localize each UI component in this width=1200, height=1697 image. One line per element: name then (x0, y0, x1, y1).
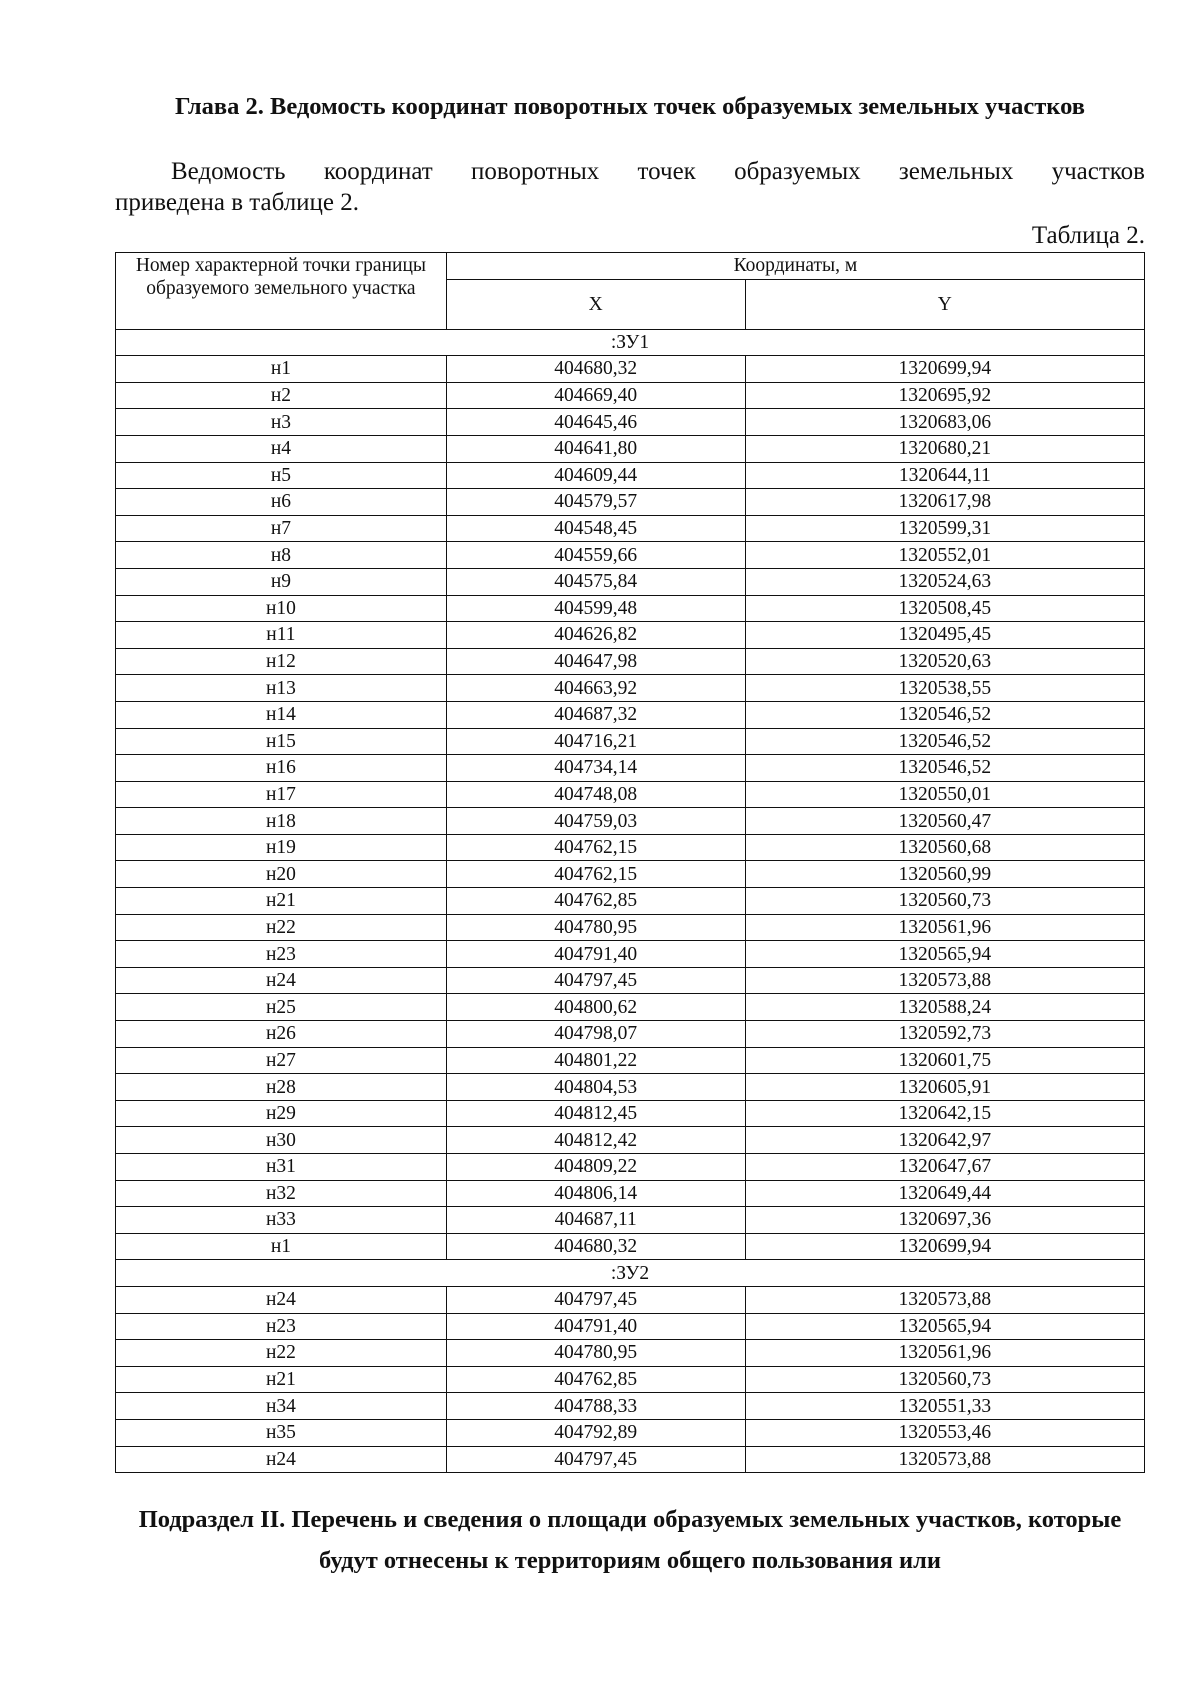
y-coordinate-cell: 1320560,73 (745, 888, 1144, 915)
x-coordinate-cell: 404780,95 (446, 1340, 745, 1367)
point-cell: н10 (116, 595, 447, 622)
x-coordinate-cell: 404548,45 (446, 515, 745, 542)
point-cell: н34 (116, 1393, 447, 1420)
x-coordinate-cell: 404645,46 (446, 409, 745, 436)
x-coordinate-cell: 404762,85 (446, 888, 745, 915)
x-coordinate-cell: 404734,14 (446, 755, 745, 782)
y-coordinate-cell: 1320592,73 (745, 1021, 1144, 1048)
point-cell: н23 (116, 1313, 447, 1340)
x-coordinate-cell: 404579,57 (446, 489, 745, 516)
y-coordinate-cell: 1320565,94 (745, 1313, 1144, 1340)
point-cell: н28 (116, 1074, 447, 1101)
table-row (116, 409, 1145, 436)
y-coordinate-cell: 1320538,55 (745, 675, 1144, 702)
table-row (116, 1366, 1145, 1393)
point-cell: н12 (116, 648, 447, 675)
table-row (116, 1047, 1145, 1074)
point-cell: н6 (116, 489, 447, 516)
point-cell: н11 (116, 622, 447, 649)
y-coordinate-cell: 1320524,63 (745, 568, 1144, 595)
table-caption: Таблица 2. (1031, 222, 1145, 249)
group-row (116, 1260, 1145, 1287)
point-cell: н23 (116, 941, 447, 968)
table-row (116, 728, 1145, 755)
point-cell: н31 (116, 1154, 447, 1181)
point-cell: н27 (116, 1047, 447, 1074)
y-coordinate-cell: 1320560,73 (745, 1366, 1144, 1393)
table-row (116, 1021, 1145, 1048)
table-row (116, 648, 1145, 675)
x-coordinate-cell: 404559,66 (446, 542, 745, 569)
coordinates-table-body (116, 329, 1145, 1473)
y-coordinate-cell: 1320649,44 (745, 1180, 1144, 1207)
table-row (116, 675, 1145, 702)
y-coordinate-cell: 1320546,52 (745, 701, 1144, 728)
point-cell: н8 (116, 542, 447, 569)
point-cell: н29 (116, 1100, 447, 1127)
group-label: :ЗУ2 (116, 1260, 1145, 1287)
group-row (116, 329, 1145, 356)
x-coordinate-cell: 404801,22 (446, 1047, 745, 1074)
x-coordinate-cell: 404669,40 (446, 382, 745, 409)
point-cell: н30 (116, 1127, 447, 1154)
x-coordinate-cell: 404798,07 (446, 1021, 745, 1048)
y-coordinate-cell: 1320588,24 (745, 994, 1144, 1021)
y-coordinate-cell: 1320552,01 (745, 542, 1144, 569)
y-coordinate-cell: 1320495,45 (745, 622, 1144, 649)
point-cell: н13 (116, 675, 447, 702)
y-coordinate-cell: 1320573,88 (745, 1446, 1144, 1473)
point-cell: н24 (116, 967, 447, 994)
point-cell: н18 (116, 808, 447, 835)
point-cell: н25 (116, 994, 447, 1021)
x-coordinate-cell: 404792,89 (446, 1419, 745, 1446)
y-coordinate-cell: 1320573,88 (745, 1286, 1144, 1313)
y-coordinate-cell: 1320642,15 (745, 1100, 1144, 1127)
table-row (116, 967, 1145, 994)
x-coordinate-cell: 404759,03 (446, 808, 745, 835)
x-coordinate-cell: 404797,45 (446, 1446, 745, 1473)
table-row (116, 941, 1145, 968)
y-coordinate-cell: 1320599,31 (745, 515, 1144, 542)
table-row (116, 861, 1145, 888)
x-coordinate-cell: 404641,80 (446, 435, 745, 462)
y-coordinate-cell: 1320697,36 (745, 1207, 1144, 1234)
x-coordinate-cell: 404687,11 (446, 1207, 745, 1234)
table-row (116, 1074, 1145, 1101)
table-row (116, 622, 1145, 649)
table-row (116, 1419, 1145, 1446)
point-cell: н19 (116, 834, 447, 861)
table-row (116, 1180, 1145, 1207)
table-row (116, 1393, 1145, 1420)
y-coordinate-cell: 1320699,94 (745, 356, 1144, 383)
y-coordinate-cell: 1320560,99 (745, 861, 1144, 888)
group-label: :ЗУ1 (116, 329, 1145, 356)
y-coordinate-cell: 1320546,52 (745, 755, 1144, 782)
table-row (116, 1340, 1145, 1367)
point-cell: н1 (116, 356, 447, 383)
table-row (116, 595, 1145, 622)
x-coordinate-cell: 404680,32 (446, 1233, 745, 1260)
y-coordinate-cell: 1320695,92 (745, 382, 1144, 409)
table-row (116, 1207, 1145, 1234)
table-row (116, 914, 1145, 941)
point-cell: н2 (116, 382, 447, 409)
subsection-title: Подраздел II. Перечень и сведения о площади образуемых земельных участков, которые будут отнесены к территориям общего пользования или (138, 1506, 1122, 1574)
x-coordinate-cell: 404780,95 (446, 914, 745, 941)
point-cell: н5 (116, 462, 447, 489)
x-coordinate-cell: 404716,21 (446, 728, 745, 755)
table-row (116, 382, 1145, 409)
table-row (116, 834, 1145, 861)
point-cell: н7 (116, 515, 447, 542)
table-row (116, 435, 1145, 462)
x-coordinate-cell: 404647,98 (446, 648, 745, 675)
point-cell: н24 (116, 1286, 447, 1313)
point-cell: н15 (116, 728, 447, 755)
x-coordinate-cell: 404609,44 (446, 462, 745, 489)
point-cell: н1 (116, 1233, 447, 1260)
y-coordinate-cell: 1320560,68 (745, 834, 1144, 861)
y-coordinate-cell: 1320680,21 (745, 435, 1144, 462)
y-coordinate-cell: 1320565,94 (745, 941, 1144, 968)
table-row (116, 1127, 1145, 1154)
y-coordinate-cell: 1320605,91 (745, 1074, 1144, 1101)
x-coordinate-cell: 404762,15 (446, 834, 745, 861)
y-coordinate-cell: 1320601,75 (745, 1047, 1144, 1074)
point-cell: н17 (116, 781, 447, 808)
point-cell: н32 (116, 1180, 447, 1207)
point-cell: н4 (116, 435, 447, 462)
y-coordinate-cell: 1320546,52 (745, 728, 1144, 755)
x-coordinate-cell: 404806,14 (446, 1180, 745, 1207)
table-row (116, 1286, 1145, 1313)
chapter-title: Глава 2. Ведомость координат поворотных точек образуемых земельных участков (175, 93, 1085, 120)
y-coordinate-cell: 1320617,98 (745, 489, 1144, 516)
table-row (116, 1233, 1145, 1260)
y-column-header: Y (745, 279, 1144, 329)
y-coordinate-cell: 1320683,06 (745, 409, 1144, 436)
point-cell: н21 (116, 1366, 447, 1393)
table-row (116, 808, 1145, 835)
intro-first-line: Ведомость координат поворотных точек образуемых земельных участков (171, 158, 1145, 185)
table-row (116, 701, 1145, 728)
x-coordinate-cell: 404788,33 (446, 1393, 745, 1420)
y-coordinate-cell: 1320551,33 (745, 1393, 1144, 1420)
point-cell: н3 (116, 409, 447, 436)
table-row (116, 568, 1145, 595)
table-row (116, 356, 1145, 383)
table-row (116, 1313, 1145, 1340)
point-cell: н33 (116, 1207, 447, 1234)
table-row (116, 1100, 1145, 1127)
point-cell: н14 (116, 701, 447, 728)
x-column-header: X (446, 279, 745, 329)
coordinates-header: Координаты, м (446, 253, 1144, 280)
x-coordinate-cell: 404599,48 (446, 595, 745, 622)
table-row (116, 994, 1145, 1021)
intro-paragraph (115, 156, 1145, 218)
point-cell: н16 (116, 755, 447, 782)
x-coordinate-cell: 404687,32 (446, 701, 745, 728)
table-row (116, 515, 1145, 542)
table-row (116, 1446, 1145, 1473)
x-coordinate-cell: 404812,45 (446, 1100, 745, 1127)
x-coordinate-cell: 404791,40 (446, 1313, 745, 1340)
y-coordinate-cell: 1320561,96 (745, 1340, 1144, 1367)
point-cell: н22 (116, 914, 447, 941)
x-coordinate-cell: 404797,45 (446, 967, 745, 994)
x-coordinate-cell: 404809,22 (446, 1154, 745, 1181)
y-coordinate-cell: 1320561,96 (745, 914, 1144, 941)
x-coordinate-cell: 404663,92 (446, 675, 745, 702)
x-coordinate-cell: 404575,84 (446, 568, 745, 595)
point-cell: н22 (116, 1340, 447, 1367)
point-column-header: Номер характерной точки границы образуемого земельного участка (116, 253, 447, 330)
y-coordinate-cell: 1320553,46 (745, 1419, 1144, 1446)
x-coordinate-cell: 404748,08 (446, 781, 745, 808)
table-row (116, 542, 1145, 569)
point-cell: н35 (116, 1419, 447, 1446)
y-coordinate-cell: 1320647,67 (745, 1154, 1144, 1181)
x-coordinate-cell: 404626,82 (446, 622, 745, 649)
table-row (116, 781, 1145, 808)
coordinates-table (115, 252, 1145, 1473)
y-coordinate-cell: 1320508,45 (745, 595, 1144, 622)
y-coordinate-cell: 1320573,88 (745, 967, 1144, 994)
y-coordinate-cell: 1320550,01 (745, 781, 1144, 808)
x-coordinate-cell: 404791,40 (446, 941, 745, 968)
point-cell: н20 (116, 861, 447, 888)
x-coordinate-cell: 404804,53 (446, 1074, 745, 1101)
table-row (116, 1154, 1145, 1181)
table-row (116, 489, 1145, 516)
point-cell: н26 (116, 1021, 447, 1048)
x-coordinate-cell: 404762,85 (446, 1366, 745, 1393)
y-coordinate-cell: 1320560,47 (745, 808, 1144, 835)
y-coordinate-cell: 1320699,94 (745, 1233, 1144, 1260)
intro-second-line: приведена в таблице 2. (115, 189, 360, 216)
point-cell: н24 (116, 1446, 447, 1473)
table-row (116, 755, 1145, 782)
x-coordinate-cell: 404762,15 (446, 861, 745, 888)
x-coordinate-cell: 404680,32 (446, 356, 745, 383)
y-coordinate-cell: 1320644,11 (745, 462, 1144, 489)
table-row (116, 462, 1145, 489)
x-coordinate-cell: 404797,45 (446, 1286, 745, 1313)
table-row (116, 888, 1145, 915)
x-coordinate-cell: 404812,42 (446, 1127, 745, 1154)
point-cell: н9 (116, 568, 447, 595)
y-coordinate-cell: 1320642,97 (745, 1127, 1144, 1154)
point-cell: н21 (116, 888, 447, 915)
y-coordinate-cell: 1320520,63 (745, 648, 1144, 675)
x-coordinate-cell: 404800,62 (446, 994, 745, 1021)
